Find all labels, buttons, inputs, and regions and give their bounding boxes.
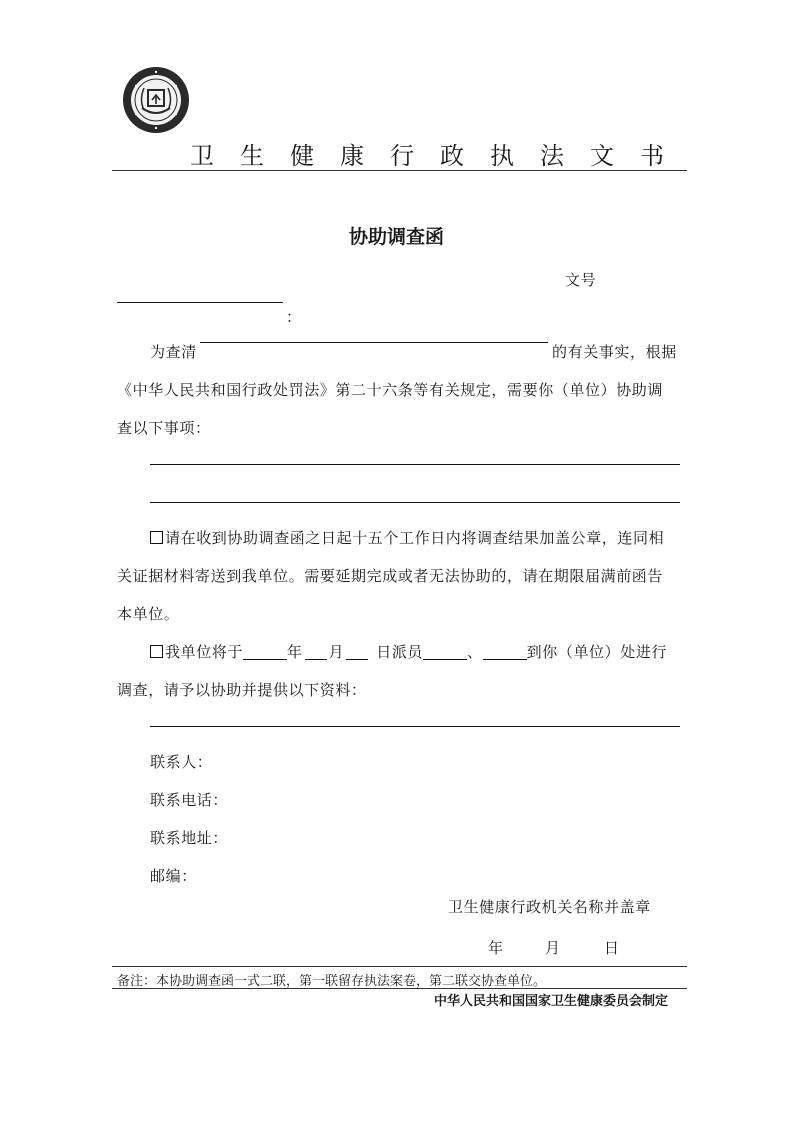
addressee-blank[interactable] (117, 302, 283, 303)
footer-divider-bottom (112, 988, 687, 989)
option2-month: 月 (328, 643, 345, 661)
option2-day: 日派员 (376, 643, 424, 661)
option2-row (150, 633, 667, 671)
option1-line3: 本单位。 (117, 605, 180, 623)
visit-day-blank[interactable] (346, 641, 368, 660)
addressee-colon: ： (286, 308, 302, 326)
officer2-blank[interactable] (483, 641, 527, 660)
option1-checkbox[interactable] (150, 531, 163, 544)
visit-month-blank[interactable] (305, 641, 327, 660)
emblem-seal-icon (122, 66, 190, 134)
para1-suffix: 的有关事实，根据 (552, 343, 677, 361)
materials-line[interactable] (150, 726, 680, 727)
contact-address-label: 联系地址： (150, 829, 229, 847)
visit-year-blank[interactable] (243, 641, 287, 660)
postcode-label: 邮编： (150, 867, 197, 885)
seal-label: 卫生健康行政机关名称并盖章 (448, 898, 651, 916)
date-month: 月 (545, 939, 561, 957)
option2-year: 年 (287, 643, 303, 661)
para1-line2: 《中华人民共和国行政处罚法》第二十六条等有关规定，需要你（单位）协助调 (117, 381, 664, 399)
option1-line2: 关证据材料寄送到我单位。需要延期完成或者无法协助的，请在期限届满前函告 (117, 567, 664, 585)
option2-line2: 调查，请予以协助并提供以下资料： (117, 681, 367, 699)
footer-issuer: 中华人民共和国国家卫生健康委员会制定 (433, 994, 668, 1009)
option2-sep: 、 (467, 643, 483, 661)
para1-line3: 查以下事项： (117, 419, 211, 437)
header-divider (112, 170, 687, 171)
para1-prefix: 为查清 (150, 343, 197, 361)
date-year: 年 (488, 939, 504, 957)
date-day: 日 (604, 939, 620, 957)
health-commission-emblem (122, 66, 190, 134)
contact-phone-label: 联系电话： (150, 791, 229, 809)
header-title: 卫生健康行政执法文书 (190, 142, 690, 170)
contact-person-label: 联系人： (150, 753, 213, 771)
matter-blank[interactable] (200, 342, 548, 343)
matters-line-2[interactable] (150, 502, 680, 503)
option1-line1: 请在收到协助调查函之日起十五个工作日内将调查结果加盖公章，连同相 (165, 529, 665, 547)
option2-suffix: 到你（单位）处进行 (526, 643, 668, 661)
document-title: 协助调查函 (348, 226, 444, 248)
option1-row (150, 519, 664, 557)
matters-line-1[interactable] (150, 464, 680, 465)
footer-divider-top (112, 966, 687, 967)
doc-number-label: 文号 (565, 271, 597, 289)
officer1-blank[interactable] (423, 641, 467, 660)
option2-prefix: 我单位将于 (165, 643, 244, 661)
option2-checkbox[interactable] (150, 645, 163, 658)
footer-note: 备注：本协助调查函一式二联，第一联留存执法案卷，第二联交协查单位。 (117, 974, 547, 989)
